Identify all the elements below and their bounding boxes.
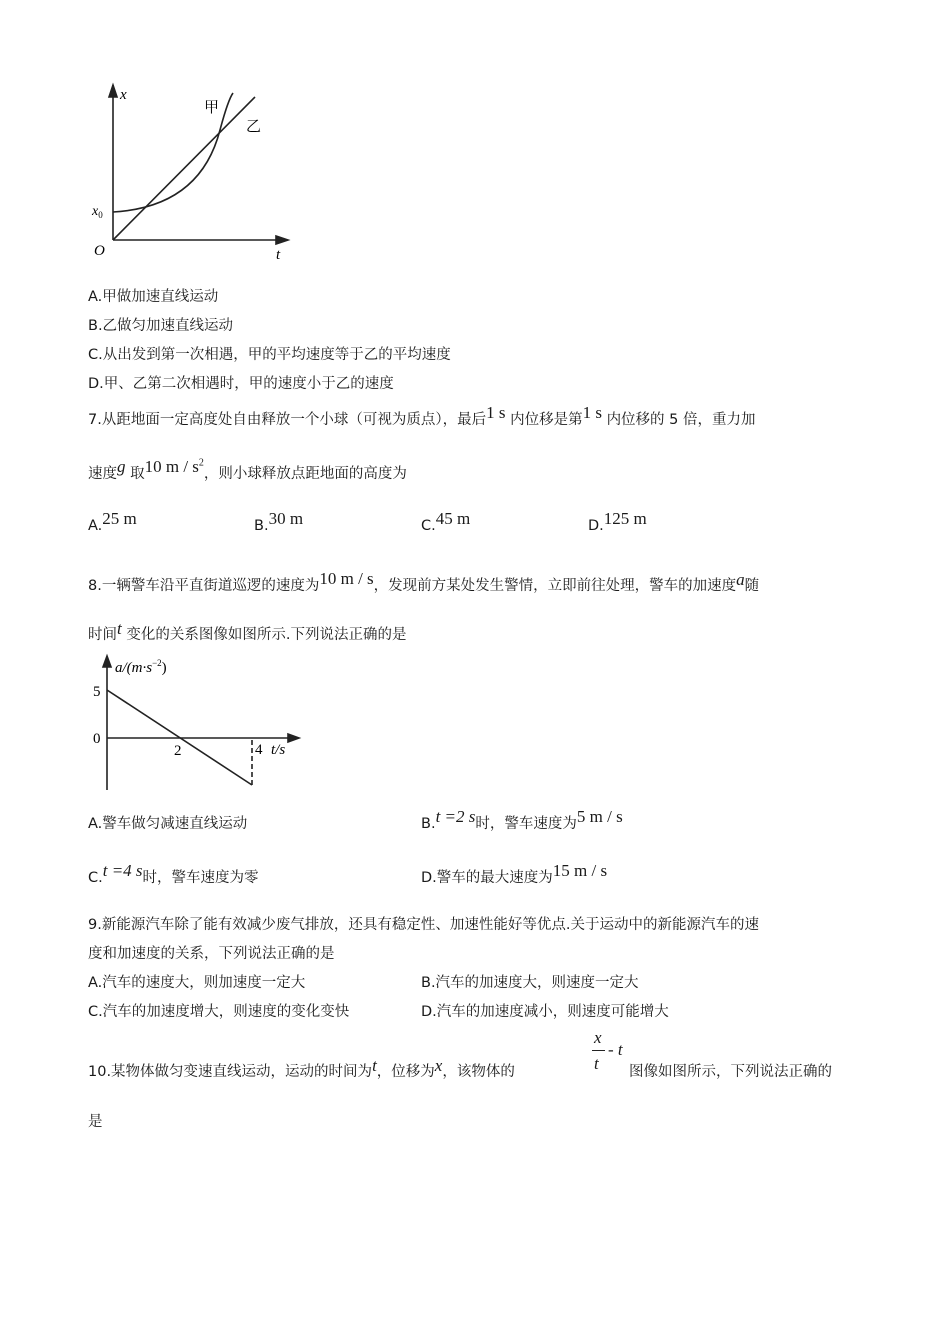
q6-option-a: A.甲做加速直线运动 [88,289,219,305]
q9-option-c: C.汽车的加速度增大，则速度的变化变快 [88,1004,350,1020]
q7-stem-line2: 速度g 取10 m / $s^2$，则小球释放点距地面的高度为 [88,457,407,482]
q9-option-d: D.汽车的加速度减小，则速度可能增大 [421,1004,669,1020]
graph1-origin: O [94,243,105,259]
q10-stem-line2: 是 [88,1114,103,1130]
curve-yi-line [113,97,255,240]
q8-option-a: A.警车做匀减速直线运动 [88,816,248,832]
q6-option-b: B.乙做匀加速直线运动 [88,318,234,334]
tick-2: 2 [174,743,182,759]
q7-option-d: D.125 m [588,509,647,534]
q7-option-c: C.45 m [421,509,471,534]
graph1-x-label: t [276,247,281,263]
q6-option-c: C.从出发到第一次相遇，甲的平均速度等于乙的平均速度 [88,347,451,363]
q9-stem-line2: 度和加速度的关系，下列说法正确的是 [88,946,335,962]
q8-stem-line1: 8.一辆警车沿平直街道巡逻的速度为10 m / s，发现前方某处发生警情，立即前往处理，警车的加速度a随 [88,569,760,594]
at-y-label: $a/(m\cdot s^{-2})$ [115,658,167,676]
q8-option-c: C.t =4 s时，警车速度为零 [88,861,259,886]
q8-option-b: B.t =2 s时，警车速度为5 m / s [421,807,623,832]
q8-option-d: D.警车的最大速度为15 m / s [421,861,608,886]
q8-stem-line2: 时间t 变化的关系图像如图所示.下列说法正确的是 [88,619,407,643]
tick-4: 4 [255,742,263,758]
curve-jia-label: 甲 [204,98,220,116]
q6-option-d: D.甲、乙第二次相遇时，甲的速度小于乙的速度 [88,376,394,392]
tick-0: 0 [93,731,101,747]
q9-option-a: A.汽车的速度大，则加速度一定大 [88,975,306,991]
graph1-y-label: x [120,87,127,103]
q10-fraction: x t - t [594,1028,623,1073]
graph1-x0: $x_0$ [92,204,103,220]
q9-option-b: B.汽车的加速度大，则速度一定大 [421,975,639,991]
q10-stem-line1: 10.某物体做匀变速直线运动，运动的时间为t，位移为x，该物体的 [88,1056,515,1080]
at-graph [85,652,310,797]
curve-yi-label: 乙 [246,117,262,135]
q10-stem-line1-end: 图像如图所示，下列说法正确的 [629,1064,832,1080]
xt-graph [80,75,310,275]
tick-5: 5 [93,684,101,700]
q7-stem-line1: 7.从距地面一定高度处自由释放一个小球（可视为质点），最后1 s 内位移是第1 s 内位移的 5 倍，重力加 [88,403,756,428]
q9-stem-line1: 9.新能源汽车除了能有效减少废气排放，还具有稳定性、加速性能好等优点.关于运动中的新能源汽车的速 [88,917,759,933]
q7-option-b: B.30 m [254,509,304,534]
at-x-label: t/s [271,742,286,758]
q7-option-a: A.25 m [88,509,137,534]
